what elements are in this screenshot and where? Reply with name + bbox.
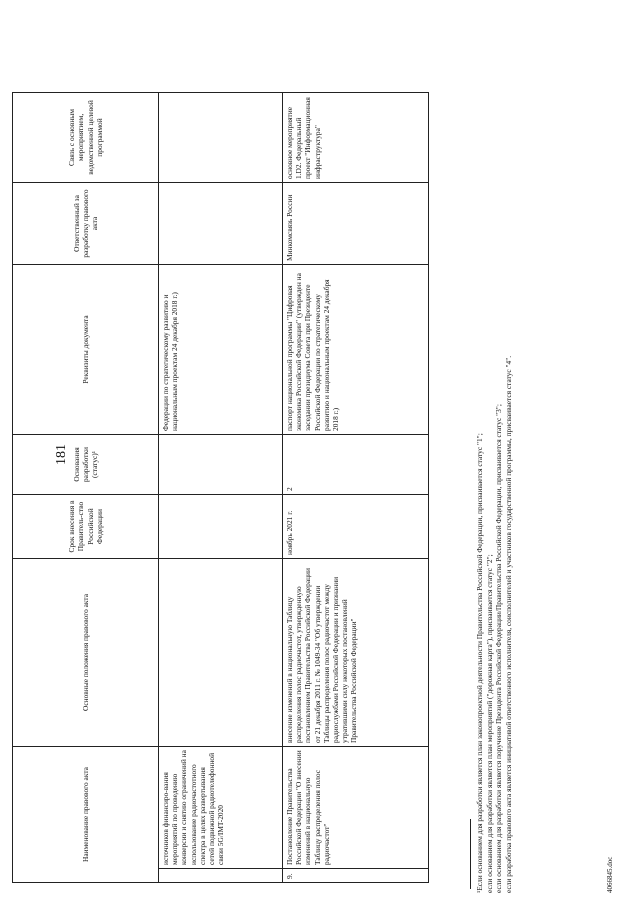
row-basis: 2 [283, 435, 429, 495]
page-number: 181 [54, 444, 69, 465]
footnote-line: если основанием для разработки является план мероприятий ("дорожная карта"), присваивается статус "2"; [484, 554, 494, 893]
row-name: Постановление Правительства Российской Федерации "О внесении изменений в национальную Таблицу распределения полос радиочастот" [283, 747, 429, 869]
legal-acts-table [12, 92, 429, 883]
row-responsible: Минкомсвязь России [283, 183, 429, 265]
header-name: Наименование правового акта [13, 747, 159, 883]
header-link: Связь с основным мероприятием, ведомственной целевой программой [13, 93, 159, 183]
row-requisites: паспорт национальной программы "Цифровая экономика Российской Федерации" (утвержден на заседании президиума Совета при Президенте Российской Федерации по стратегическому развитию и национальным проектам 24 декабря 2018 г.) [283, 265, 429, 435]
header-provisions: Основные положения правового акта [13, 559, 159, 747]
row-provisions [159, 559, 283, 747]
row-deadline [159, 495, 283, 559]
footnote-line: если основанием для разработки является поручение Президента Российской Федерации/Правительства Российской Федерации, присваивается статус "3"; [494, 404, 504, 893]
table-row [283, 93, 429, 883]
header-basis: Основания разработки (статус)¹ [13, 435, 159, 495]
row-number [159, 869, 283, 883]
row-number: 9. [283, 869, 429, 883]
footnote-line: если разработка правового акта является инициативой ответственного исполнителя, соисполнителей и участников государственной программы, присваивается статус "4". [503, 355, 513, 893]
table-row [159, 93, 283, 883]
row-deadline: ноябрь 2021 г. [283, 495, 429, 559]
table-header-row [13, 93, 159, 883]
footnote-line: ¹Если основанием для разработки является план законопроектной деятельности Правительства Российской Федерации, присваивается статус "1"; [475, 433, 484, 893]
row-name: источников финансиро-вания мероприятий по проведению конверсии и снятию ограничений на использование радиочастотного спектра в целях развертывания сетей подвижной радиотелефонной связи 5G/IMT-2020 [159, 747, 283, 869]
row-link: основное мероприятие 1.D2. Федеральный проект "Информационная инфраструктура" [283, 93, 429, 183]
row-responsible [159, 183, 283, 265]
footnote-divider [470, 819, 471, 889]
header-responsible: Ответственный за разработку правового акта [13, 183, 159, 265]
row-link [159, 93, 283, 183]
footnotes [470, 13, 513, 893]
header-requisites: Реквизиты документа [13, 265, 159, 435]
row-basis [159, 435, 283, 495]
row-requisites: Федерации по стратегическому развитию и национальным проектам 24 декабря 2018 г.) [159, 265, 283, 435]
row-provisions: внесение изменений в национальную Таблицу распределения полос радиочастот, утвержденную постановлением Правительства Российской Федерации от 21 декабря 2011 г. № 1049-34 "Об утверждении Таблицы распределения полос радиочастот между радиослужбами Российской Федерации и признании утратившими силу некоторых постановлений Правительства Российской Федерации" [283, 559, 429, 747]
header-deadline: Срок внесения в Правитель-ство Российской Федерации [13, 495, 159, 559]
document-code: 4066845.doc [606, 856, 614, 893]
